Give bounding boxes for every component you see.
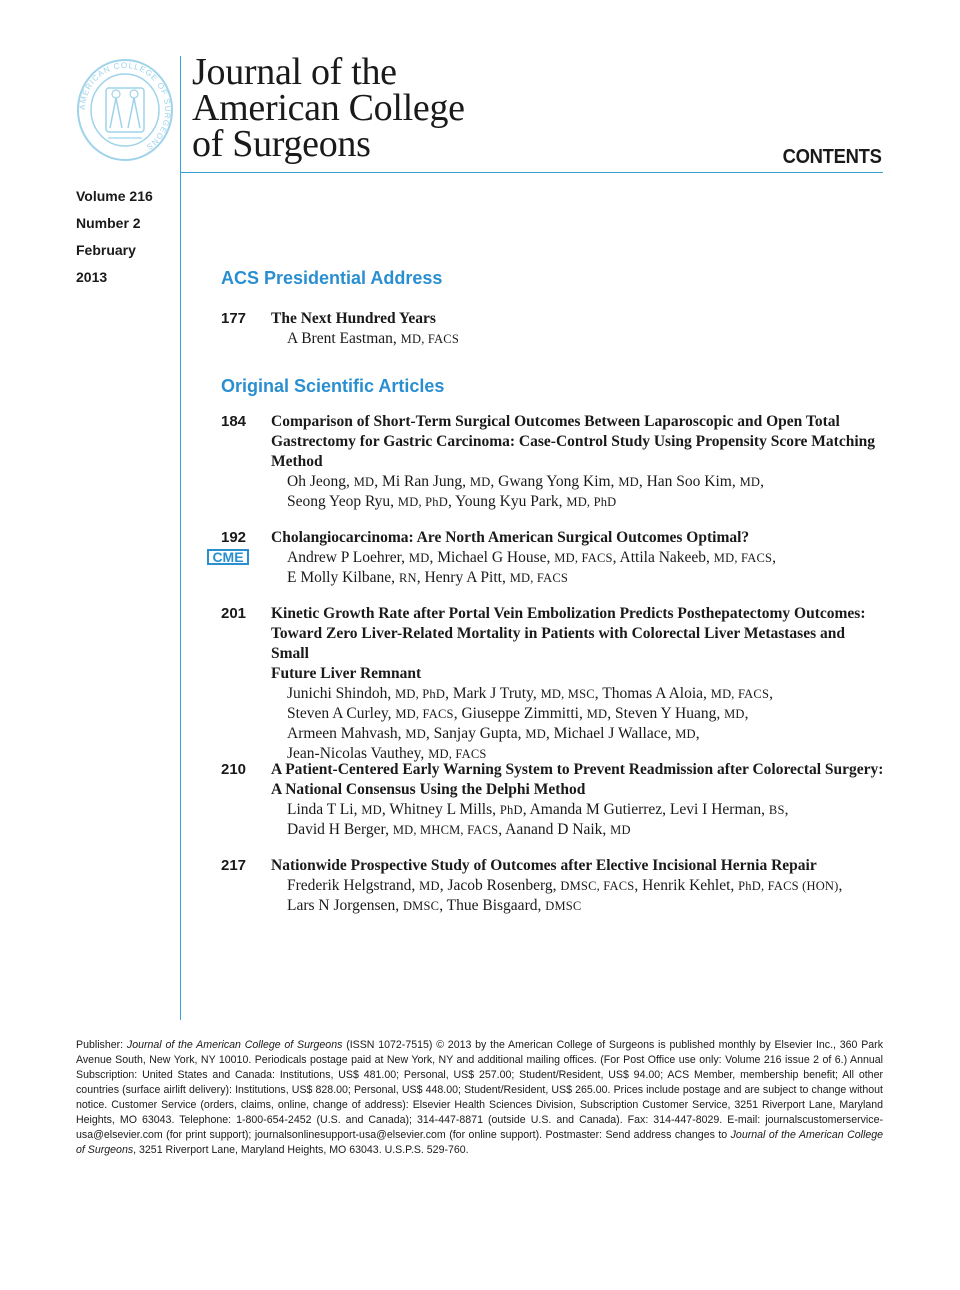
author-line: A Brent Eastman, MD, FACS	[287, 330, 459, 347]
issue-info	[76, 186, 153, 294]
author-line: Andrew P Loehrer, MD, Michael G House, MD, FACS, Attila Nakeeb, MD, FACS,	[287, 549, 777, 566]
article-page-number: 210	[221, 761, 247, 778]
author-line: Junichi Shindoh, MD, PhD, Mark J Truty, MD, MSC, Thomas A Aloia, MD, FACS,	[287, 685, 773, 702]
article-entry[interactable]	[212, 528, 885, 588]
article-entry[interactable]	[221, 760, 885, 840]
article-title-line: Kinetic Growth Rate after Portal Vein Embolization Predicts Posthepatectomy Outcomes:	[271, 605, 866, 622]
journal-title-line: American College	[192, 87, 465, 129]
publisher-info: Publisher: Journal of the American College of Surgeons (ISSN 1072-7515) © 2013 by the American College of Surgeons is published monthly by Elsevier Inc., 360 Park Avenue South, New York, NY 10010. Periodicals postage paid at New York, NY and additional mailing offices. (For Post Office use only: Volume 216 issue 2 of 6.) Annual Subscription: United States and Canada: Institutions, US$ 481.00; Personal, US$ 257.00; Student/Resident, US$ 94.00; ACS Member, membership benefit; All other countries (surface airlift delivery): Institutions, US$ 828.00; Personal, US$ 448.00; Student/Resident, US$ 265.00. Prices include postage and are subject to change without notice. Customer Service (orders, claims, online, change of address): Elsevier Health Sciences Division, Subscription Customer Service, 3251 Riverport Lane, Maryland Heights, MO 63043. Telephone: 1-800-654-2452 (U.S. and Canada); 314-447-8871 (outside U.S. and Canada). Fax: 314-447-8029. E-mail: journalscustomerservice-usa@elsevier.com (for print support); journalsonlinesupport-usa@elsevier.com (for online support). Postmaster: Send address changes to Journal of the American College of Surgeons, 3251 Riverport Lane, Maryland Heights, MO 63043. U.S.P.S. 529-760.	[76, 1039, 884, 1156]
journal-title	[192, 51, 465, 165]
article-entry[interactable]	[221, 856, 885, 916]
article-title[interactable]	[271, 856, 885, 876]
issue-volume: Volume 216	[76, 188, 153, 204]
article-title-line: Comparison of Short-Term Surgical Outcomes Between Laparoscopic and Open Total	[271, 413, 840, 430]
article-page-number: 177	[221, 310, 247, 327]
article-title-line: A National Consensus Using the Delphi Method	[271, 781, 586, 798]
article-page-number: 201	[221, 605, 247, 622]
article-entry[interactable]	[221, 412, 885, 512]
article-authors	[287, 548, 885, 588]
section-title: Original Scientific Articles	[221, 376, 445, 396]
article-page-number: 192	[221, 529, 247, 546]
article-entry[interactable]	[221, 309, 885, 349]
article-authors	[287, 329, 885, 349]
author-line: David H Berger, MD, MHCM, FACS, Aanand D Naik, MD	[287, 821, 631, 838]
author-line: Oh Jeong, MD, Mi Ran Jung, MD, Gwang Yong Kim, MD, Han Soo Kim, MD,	[287, 473, 765, 490]
issue-number: Number 2	[76, 215, 141, 231]
vertical-rule	[180, 56, 181, 1020]
article-title-line: Method	[271, 453, 323, 470]
journal-title-line: Journal of the	[192, 51, 397, 93]
section-title: ACS Presidential Address	[221, 268, 443, 288]
article-page-number: 184	[221, 413, 247, 430]
article-title-line: Cholangiocarcinoma: Are North American Surgical Outcomes Optimal?	[271, 529, 750, 546]
article-title-line: A Patient-Centered Early Warning System to Prevent Readmission after Colorectal Surgery:	[271, 761, 884, 778]
article-title-line: Nationwide Prospective Study of Outcomes after Elective Incisional Hernia Repair	[271, 857, 817, 874]
article-title-line: Toward Zero Liver-Related Mortality in Patients with Colorectal Liver Metastases and Small	[271, 625, 845, 662]
issue-month: February	[76, 242, 136, 258]
contents-heading: CONTENTS	[782, 146, 882, 168]
author-line: Frederik Helgstrand, MD, Jacob Rosenberg, DMSC, FACS, Henrik Kehlet, PhD, FACS (HON),	[287, 877, 843, 894]
cme-badge[interactable]: CME	[207, 549, 249, 565]
article-title[interactable]	[271, 528, 885, 548]
horizontal-rule	[180, 172, 883, 173]
article-authors	[287, 684, 885, 764]
article-title[interactable]	[271, 760, 885, 800]
journal-title-line: of Surgeons	[192, 123, 371, 165]
article-title-line: The Next Hundred Years	[271, 310, 436, 327]
college-seal-logo	[76, 58, 174, 162]
author-line: Jean-Nicolas Vauthey, MD, FACS	[287, 745, 487, 762]
author-line: Seong Yeop Ryu, MD, PhD, Young Kyu Park, MD, PhD	[287, 493, 617, 510]
article-title-line: Future Liver Remnant	[271, 665, 422, 682]
author-line: Linda T Li, MD, Whitney L Mills, PhD, Amanda M Gutierrez, Levi I Herman, BS,	[287, 801, 789, 818]
article-authors	[287, 472, 885, 512]
article-title[interactable]	[271, 412, 885, 472]
article-title[interactable]	[271, 309, 885, 329]
article-title-line: Gastrectomy for Gastric Carcinoma: Case-Control Study Using Propensity Score Matching	[271, 433, 876, 450]
issue-year: 2013	[76, 269, 108, 285]
article-authors	[287, 876, 885, 916]
author-line: Armeen Mahvash, MD, Sanjay Gupta, MD, Michael J Wallace, MD,	[287, 725, 700, 742]
article-title[interactable]	[271, 604, 885, 684]
author-line: E Molly Kilbane, RN, Henry A Pitt, MD, FACS	[287, 569, 569, 586]
article-entry[interactable]	[221, 604, 885, 764]
article-page-number: 217	[221, 857, 247, 874]
svg-text:AMERICAN COLLEGE OF SURGEONS: AMERICAN COLLEGE OF SURGEONS	[77, 60, 173, 153]
author-line: Lars N Jorgensen, DMSC, Thue Bisgaard, DMSC	[287, 897, 582, 914]
article-authors	[287, 800, 885, 840]
author-line: Steven A Curley, MD, FACS, Giuseppe Zimmitti, MD, Steven Y Huang, MD,	[287, 705, 749, 722]
